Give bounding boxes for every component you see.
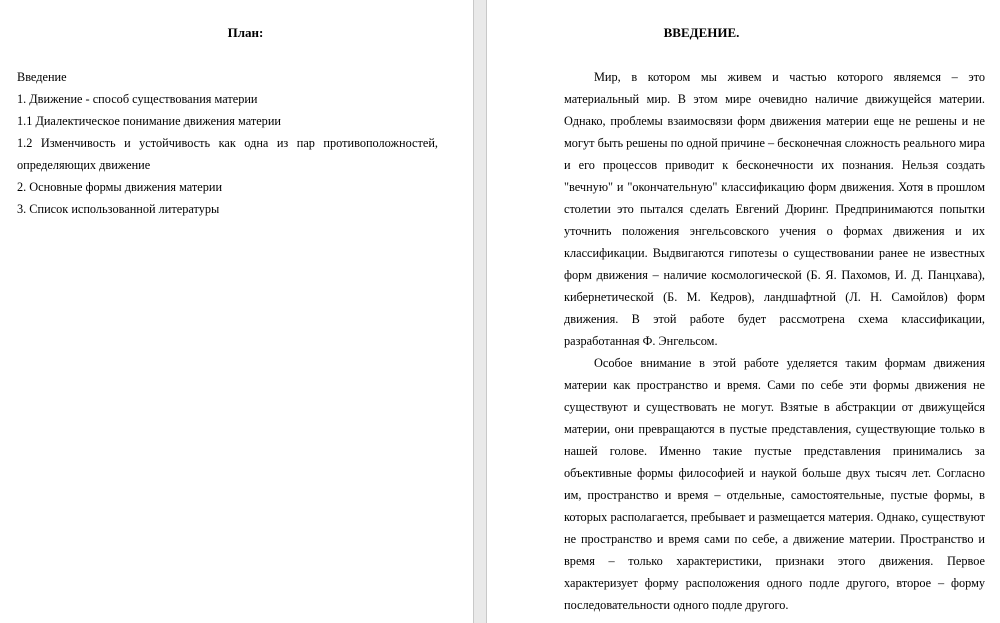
page-introduction: [486, 0, 1000, 623]
paragraph-1: Мир, в котором мы живем и частью которого являемся – это материальный мир. В этом мире очевидно наличие движущейся материи. Однако, проблемы взаимосвязи форм движения материи еще не решены и не могут быть решены по одной причине – бесконечная сложность реального мира и его процессов приводит к бесконечности их познания. Нельзя создать "вечную" и "окончательную" классификацию форм движения. Хотя в прошлом столетии это пытался сделать Евгений Дюринг. Предпринимаются попытки уточнить положения энгельсовского учения о формах движения и их классификации. Выдвигаются гипотезы о существовании ранее не известных форм движения – наличие космологической (Б. Я. Пахомов, И. Д. Панцхава), кибернетической (Б. М. Кедров), ландшафтной (Л. Н. Самойлов) форм движения. В этой работе будет рассмотрена схема классификации, разработанная Ф. Энгельсом.: [564, 70, 985, 348]
toc-item-references: 3. Список использованной литературы: [17, 202, 220, 216]
toc-item-introduction: Введение: [17, 70, 67, 84]
page-title-plan: План:: [227, 25, 264, 40]
toc-item-chapter-1: 1. Движение - способ существования материи: [17, 92, 258, 106]
introduction-body: [564, 66, 985, 616]
toc-item-section-1-2: 1.2 Изменчивость и устойчивость как одна из пар противоположностей, определяющих движение: [17, 136, 438, 172]
page-title-introduction: ВВЕДЕНИЕ.: [663, 25, 740, 40]
table-of-contents: [17, 66, 438, 220]
toc-item-chapter-2: 2. Основные формы движения материи: [17, 180, 223, 194]
toc-item-section-1-1: 1.1 Диалектическое понимание движения материи: [17, 114, 281, 128]
page-gap: [475, 0, 485, 623]
paragraph-2: Особое внимание в этой работе уделяется таким формам движения материи как пространство и время. Сами по себе эти формы движения не существуют и существовать не могут. Взятые в абстракции от движущейся материи, они превращаются в пустые представления, существующие только в нашей голове. Именно такие пустые представления принимались за объективные формы философией и наукой больше двух тысяч лет. Согласно им, пространство и время – отдельные, самостоятельные, пустые формы, в которых располагается, пребывает и размещается материя. Однако, существуют не пространство и время сами по себе, а движение материи. Пространство и время – только характеристики, признаки этого движения. Первое характеризует форму расположения одного подле другого, второе – форму последовательности одного подле другого.: [564, 356, 985, 612]
page-plan: [0, 0, 474, 623]
